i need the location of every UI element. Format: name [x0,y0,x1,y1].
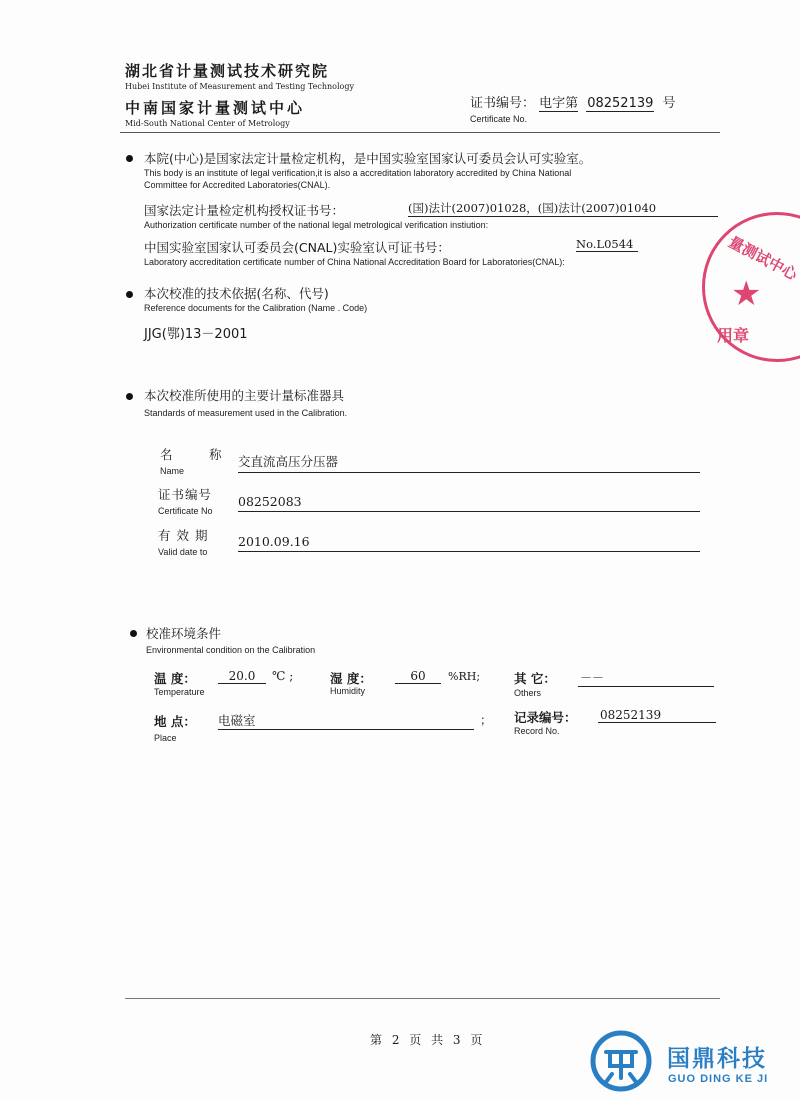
reference-document-code: JJG(鄂)13－2001 [144,327,248,342]
header-divider [120,132,720,133]
cert-no-label: 证书编号： [470,96,536,111]
section4-title: 校准环境条件 [146,626,222,641]
stamp-text-bottom: 用章 [717,326,750,345]
cnal-label: 中国实验室国家认可委员会(CNAL)实验室认可证书号： [144,240,450,255]
record-label-en: Record No. [514,726,560,736]
cert-no-prefix: 电字第 [539,96,579,111]
others-value: －－ [578,669,714,687]
section1-en-line2: Committee for Accredited Laboratories(CNAL). [144,180,331,190]
std-name-label-en: Name [160,466,185,476]
section1-title: 本院(中心)是国家法定计量检定机构，是中国实验室国家认可委员会认可实验室。 [144,151,592,166]
auth-label: 国家法定计量检定机构授权证书号： [144,203,345,218]
center-name-en: Mid-South National Center of Metrology [125,119,290,128]
bullet-icon [126,393,133,400]
std-name-label: 名 称 [160,447,234,462]
bullet-icon [130,630,137,637]
section4-title-en: Environmental condition on the Calibration [146,645,316,655]
std-valid-value: 2010.09.16 [238,534,700,552]
page-number: 第 2 页 共 3 页 [370,1033,483,1047]
humidity-unit: %RH; [448,670,481,683]
section2-title-en: Reference documents for the Calibration (Name . Code) [144,303,368,313]
cert-no-row [470,92,675,112]
std-cert-label: 证书编号 [158,487,213,502]
humidity-value: 60 [395,669,441,684]
temp-label-en: Temperature [154,687,205,697]
std-name-value: 交直流高压分压器 [238,452,700,473]
cert-no-label-en: Certificate No. [470,114,528,124]
place-label: 地 点： [154,714,196,729]
place-label-en: Place [154,733,177,743]
stamp-star-icon: ★ [731,274,762,314]
watermark-name-cn: 国鼎科技 [667,1046,767,1072]
others-label-en: Others [514,688,542,698]
section2-title: 本次校准的技术依据(名称、代号) [144,286,329,301]
humidity-label-en: Humidity [330,686,366,696]
auth-value: (国)法计(2007)01028，(国)法计(2007)01040 [408,200,718,217]
std-valid-label: 有效期 [158,528,214,543]
section3-title-en: Standards of measurement used in the Calibration. [144,408,348,418]
footer-divider [125,998,720,999]
section3-title: 本次校准所使用的主要计量标准器具 [144,388,345,403]
record-value: 08252139 [598,708,716,723]
temp-unit: ℃ ; [272,669,294,683]
cnal-value: No.L0544 [576,237,638,252]
watermark-logo [590,1030,652,1092]
section1-en-line1: This body is an institute of legal verification,it is also a accreditation laboratory accredited by China National [144,168,572,178]
bullet-icon [126,155,133,162]
record-label: 记录编号： [514,710,577,725]
bullet-icon [126,291,133,298]
std-cert-value: 08252083 [238,494,700,512]
place-value: 电磁室 [218,711,474,730]
institute-name-cn: 湖北省计量测试技术研究院 [125,62,330,80]
watermark-name-en: GUO DING KE JI [668,1073,769,1085]
std-cert-label-en: Certificate No [158,506,213,516]
guoding-logo-icon [590,1030,652,1092]
std-valid-label-en: Valid date to [158,547,208,557]
official-stamp [702,212,800,362]
auth-label-en: Authorization certificate number of the national legal metrological verification instiution: [144,220,489,230]
cnal-label-en: Laboratory accreditation certificate number of China National Accreditation Board for Laboratories(CNAL): [144,257,565,267]
institute-name-en: Hubei Institute of Measurement and Testing Technology [125,82,354,91]
temp-value: 20.0 [218,669,266,684]
center-name-cn: 中南国家计量测试中心 [125,99,306,117]
others-label: 其 它： [514,671,556,686]
place-separator: ； [480,713,493,727]
cert-no-suffix: 号 [662,96,676,111]
humidity-label: 湿 度： [330,671,372,686]
temp-label: 温 度： [154,671,196,686]
cert-no-value: 08252139 [587,96,654,111]
stamp-text-top: 量测试中心 [725,232,800,284]
